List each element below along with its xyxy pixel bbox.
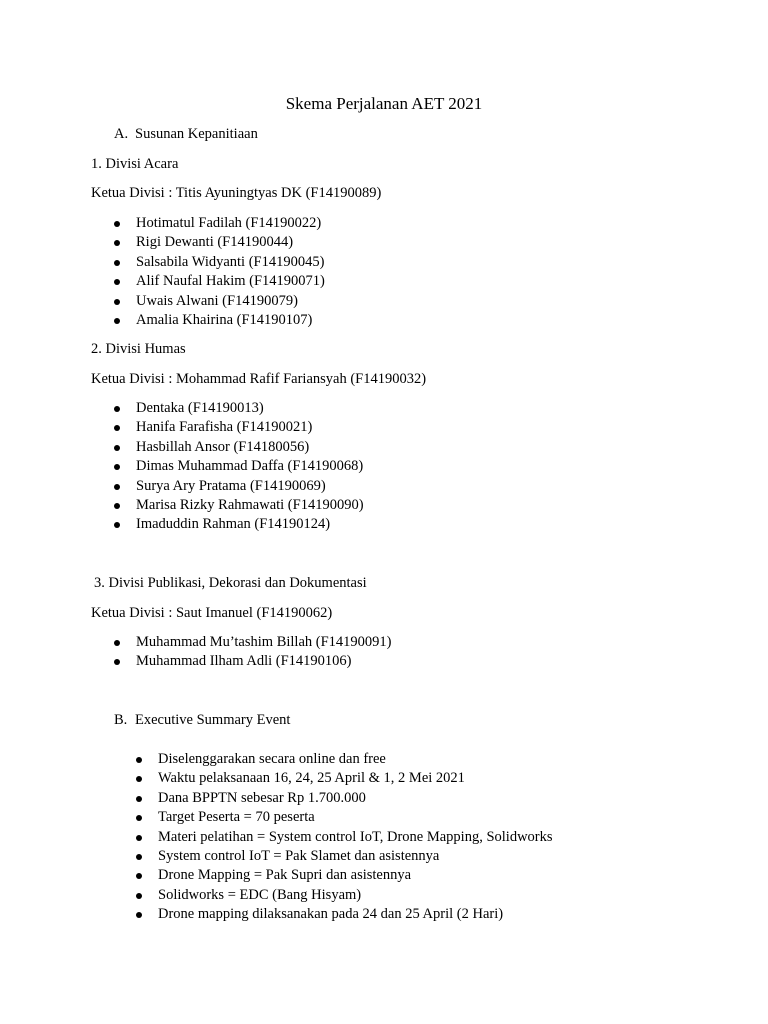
section-a-heading [114,125,258,144]
list-item: Muhammad Ilham Adli (F14190106) [136,652,392,671]
list-item: Uwais Alwani (F14190079) [136,292,325,311]
division-1-members [136,214,325,330]
list-item: Muhammad Mu’tashim Billah (F14190091) [136,633,392,652]
division-3-members [136,633,392,672]
division-1-heading: 1. Divisi Acara [91,156,179,172]
list-item: Target Peserta = 70 peserta [158,808,553,827]
bullet-icon [114,445,120,451]
bullet-icon [114,260,120,266]
bullet-icon [114,640,120,646]
section-a-letter: A. [114,126,129,142]
bullet-icon [114,659,120,665]
list-item: Amalia Khairina (F14190107) [136,311,325,330]
section-a-label: Susunan Kepanitiaan [135,126,258,142]
bullet-icon [114,503,120,509]
division-1-leader: Ketua Divisi : Titis Ayuningtyas DK (F14190089) [91,185,382,201]
bullet-icon [114,240,120,246]
division-2-leader: Ketua Divisi : Mohammad Rafif Fariansyah (F14190032) [91,371,427,387]
bullet-icon [136,835,142,841]
section-b-letter: B. [114,712,128,728]
bullet-icon [114,406,120,412]
bullet-icon [136,776,142,782]
bullet-icon [136,854,142,860]
list-item: Solidworks = EDC (Bang Hisyam) [158,886,553,905]
executive-summary-list [158,750,553,925]
bullet-icon [136,873,142,879]
list-item: Hotimatul Fadilah (F14190022) [136,214,325,233]
bullet-icon [136,815,142,821]
bullet-icon [114,464,120,470]
bullet-icon [114,318,120,324]
division-2-members [136,399,364,535]
list-item: Dana BPPTN sebesar Rp 1.700.000 [158,789,553,808]
list-item: Hasbillah Ansor (F14180056) [136,438,364,457]
list-item: Diselenggarakan secara online dan free [158,750,553,769]
list-item: Alif Naufal Hakim (F14190071) [136,272,325,291]
bullet-icon [114,425,120,431]
bullet-icon [136,893,142,899]
list-item: Drone mapping dilaksanakan pada 24 dan 25 April (2 Hari) [158,905,553,924]
division-2-heading: 2. Divisi Humas [91,341,186,357]
bullet-icon [114,221,120,227]
bullet-icon [114,522,120,528]
bullet-icon [136,912,142,918]
division-3-leader: Ketua Divisi : Saut Imanuel (F14190062) [91,605,333,621]
list-item: Drone Mapping = Pak Supri dan asistennya [158,866,553,885]
list-item: Imaduddin Rahman (F14190124) [136,515,364,534]
document-title: Skema Perjalanan AET 2021 [285,94,483,113]
list-item: Dimas Muhammad Daffa (F14190068) [136,457,364,476]
list-item: Hanifa Farafisha (F14190021) [136,418,364,437]
list-item: Materi pelatihan = System control IoT, Drone Mapping, Solidworks [158,828,553,847]
bullet-icon [136,796,142,802]
bullet-icon [114,299,120,305]
section-b-heading [114,711,290,730]
bullet-icon [114,279,120,285]
list-item: Salsabila Widyanti (F14190045) [136,253,325,272]
list-item: System control IoT = Pak Slamet dan asistennya [158,847,553,866]
division-3-heading: 3. Divisi Publikasi, Dekorasi dan Dokumentasi [94,575,367,591]
list-item: Rigi Dewanti (F14190044) [136,233,325,252]
list-item: Surya Ary Pratama (F14190069) [136,477,364,496]
list-item: Waktu pelaksanaan 16, 24, 25 April & 1, 2 Mei 2021 [158,769,553,788]
bullet-icon [136,757,142,763]
bullet-icon [114,484,120,490]
section-b-label: Executive Summary Event [135,712,291,728]
list-item: Marisa Rizky Rahmawati (F14190090) [136,496,364,515]
list-item: Dentaka (F14190013) [136,399,364,418]
